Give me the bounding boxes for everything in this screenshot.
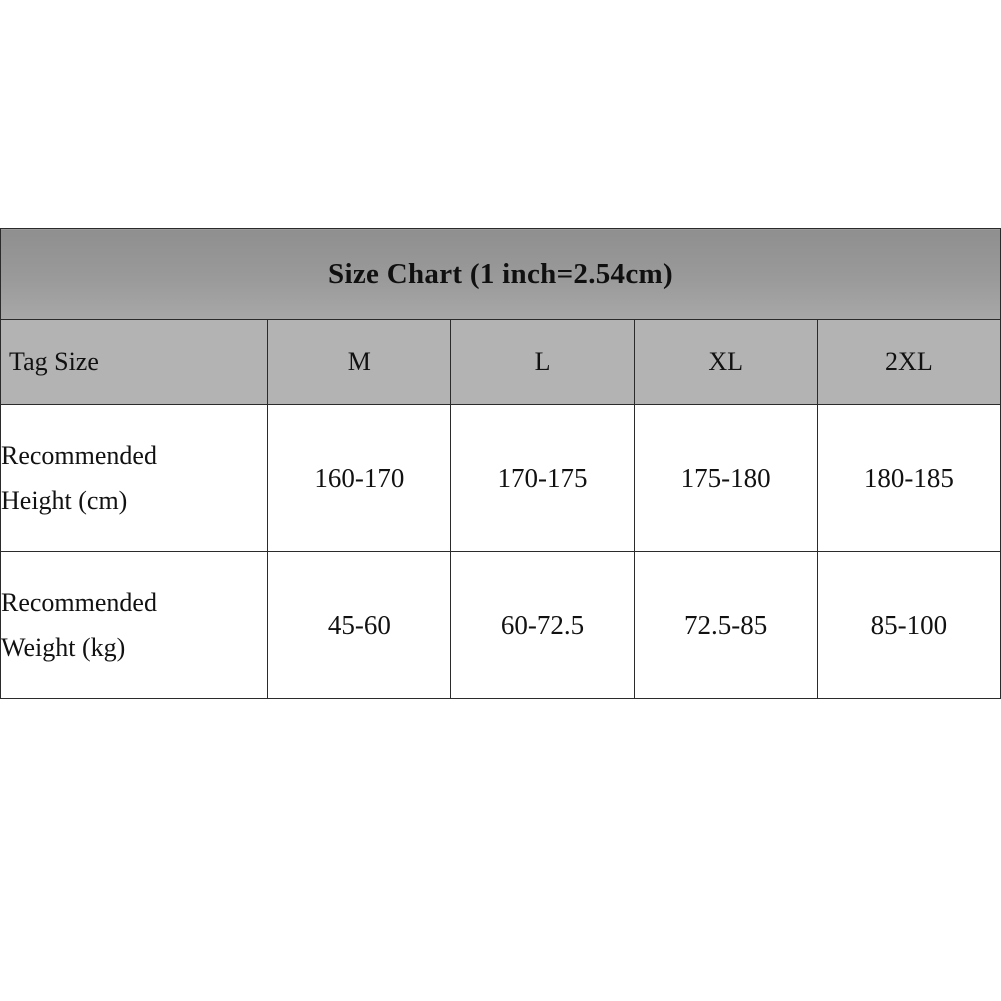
cell-weight-xl: 72.5-85 (634, 552, 817, 699)
column-header-tag-size: Tag Size (1, 320, 268, 405)
cell-weight-2xl: 85-100 (817, 552, 1000, 699)
table-row (1, 552, 1001, 699)
column-header-xl: XL (634, 320, 817, 405)
cell-height-2xl: 180-185 (817, 405, 1000, 552)
row-label-line-2: Weight (kg) (1, 633, 126, 662)
size-chart-container (0, 228, 1001, 699)
table-row (1, 405, 1001, 552)
row-label-line-1: Recommended (1, 587, 157, 617)
row-label-recommended-height (1, 405, 268, 552)
cell-height-m: 160-170 (268, 405, 451, 552)
cell-weight-m: 45-60 (268, 552, 451, 699)
row-label-line-2: Height (cm) (1, 486, 128, 515)
column-header-m: M (268, 320, 451, 405)
cell-weight-l: 60-72.5 (451, 552, 634, 699)
size-chart-table (0, 228, 1001, 699)
row-label-recommended-weight (1, 552, 268, 699)
cell-height-xl: 175-180 (634, 405, 817, 552)
chart-title: Size Chart (1 inch=2.54cm) (1, 229, 1001, 320)
column-header-2xl: 2XL (817, 320, 1000, 405)
table-header-row (1, 320, 1001, 405)
column-header-l: L (451, 320, 634, 405)
cell-height-l: 170-175 (451, 405, 634, 552)
table-title-row (1, 229, 1001, 320)
row-label-line-1: Recommended (1, 440, 157, 470)
